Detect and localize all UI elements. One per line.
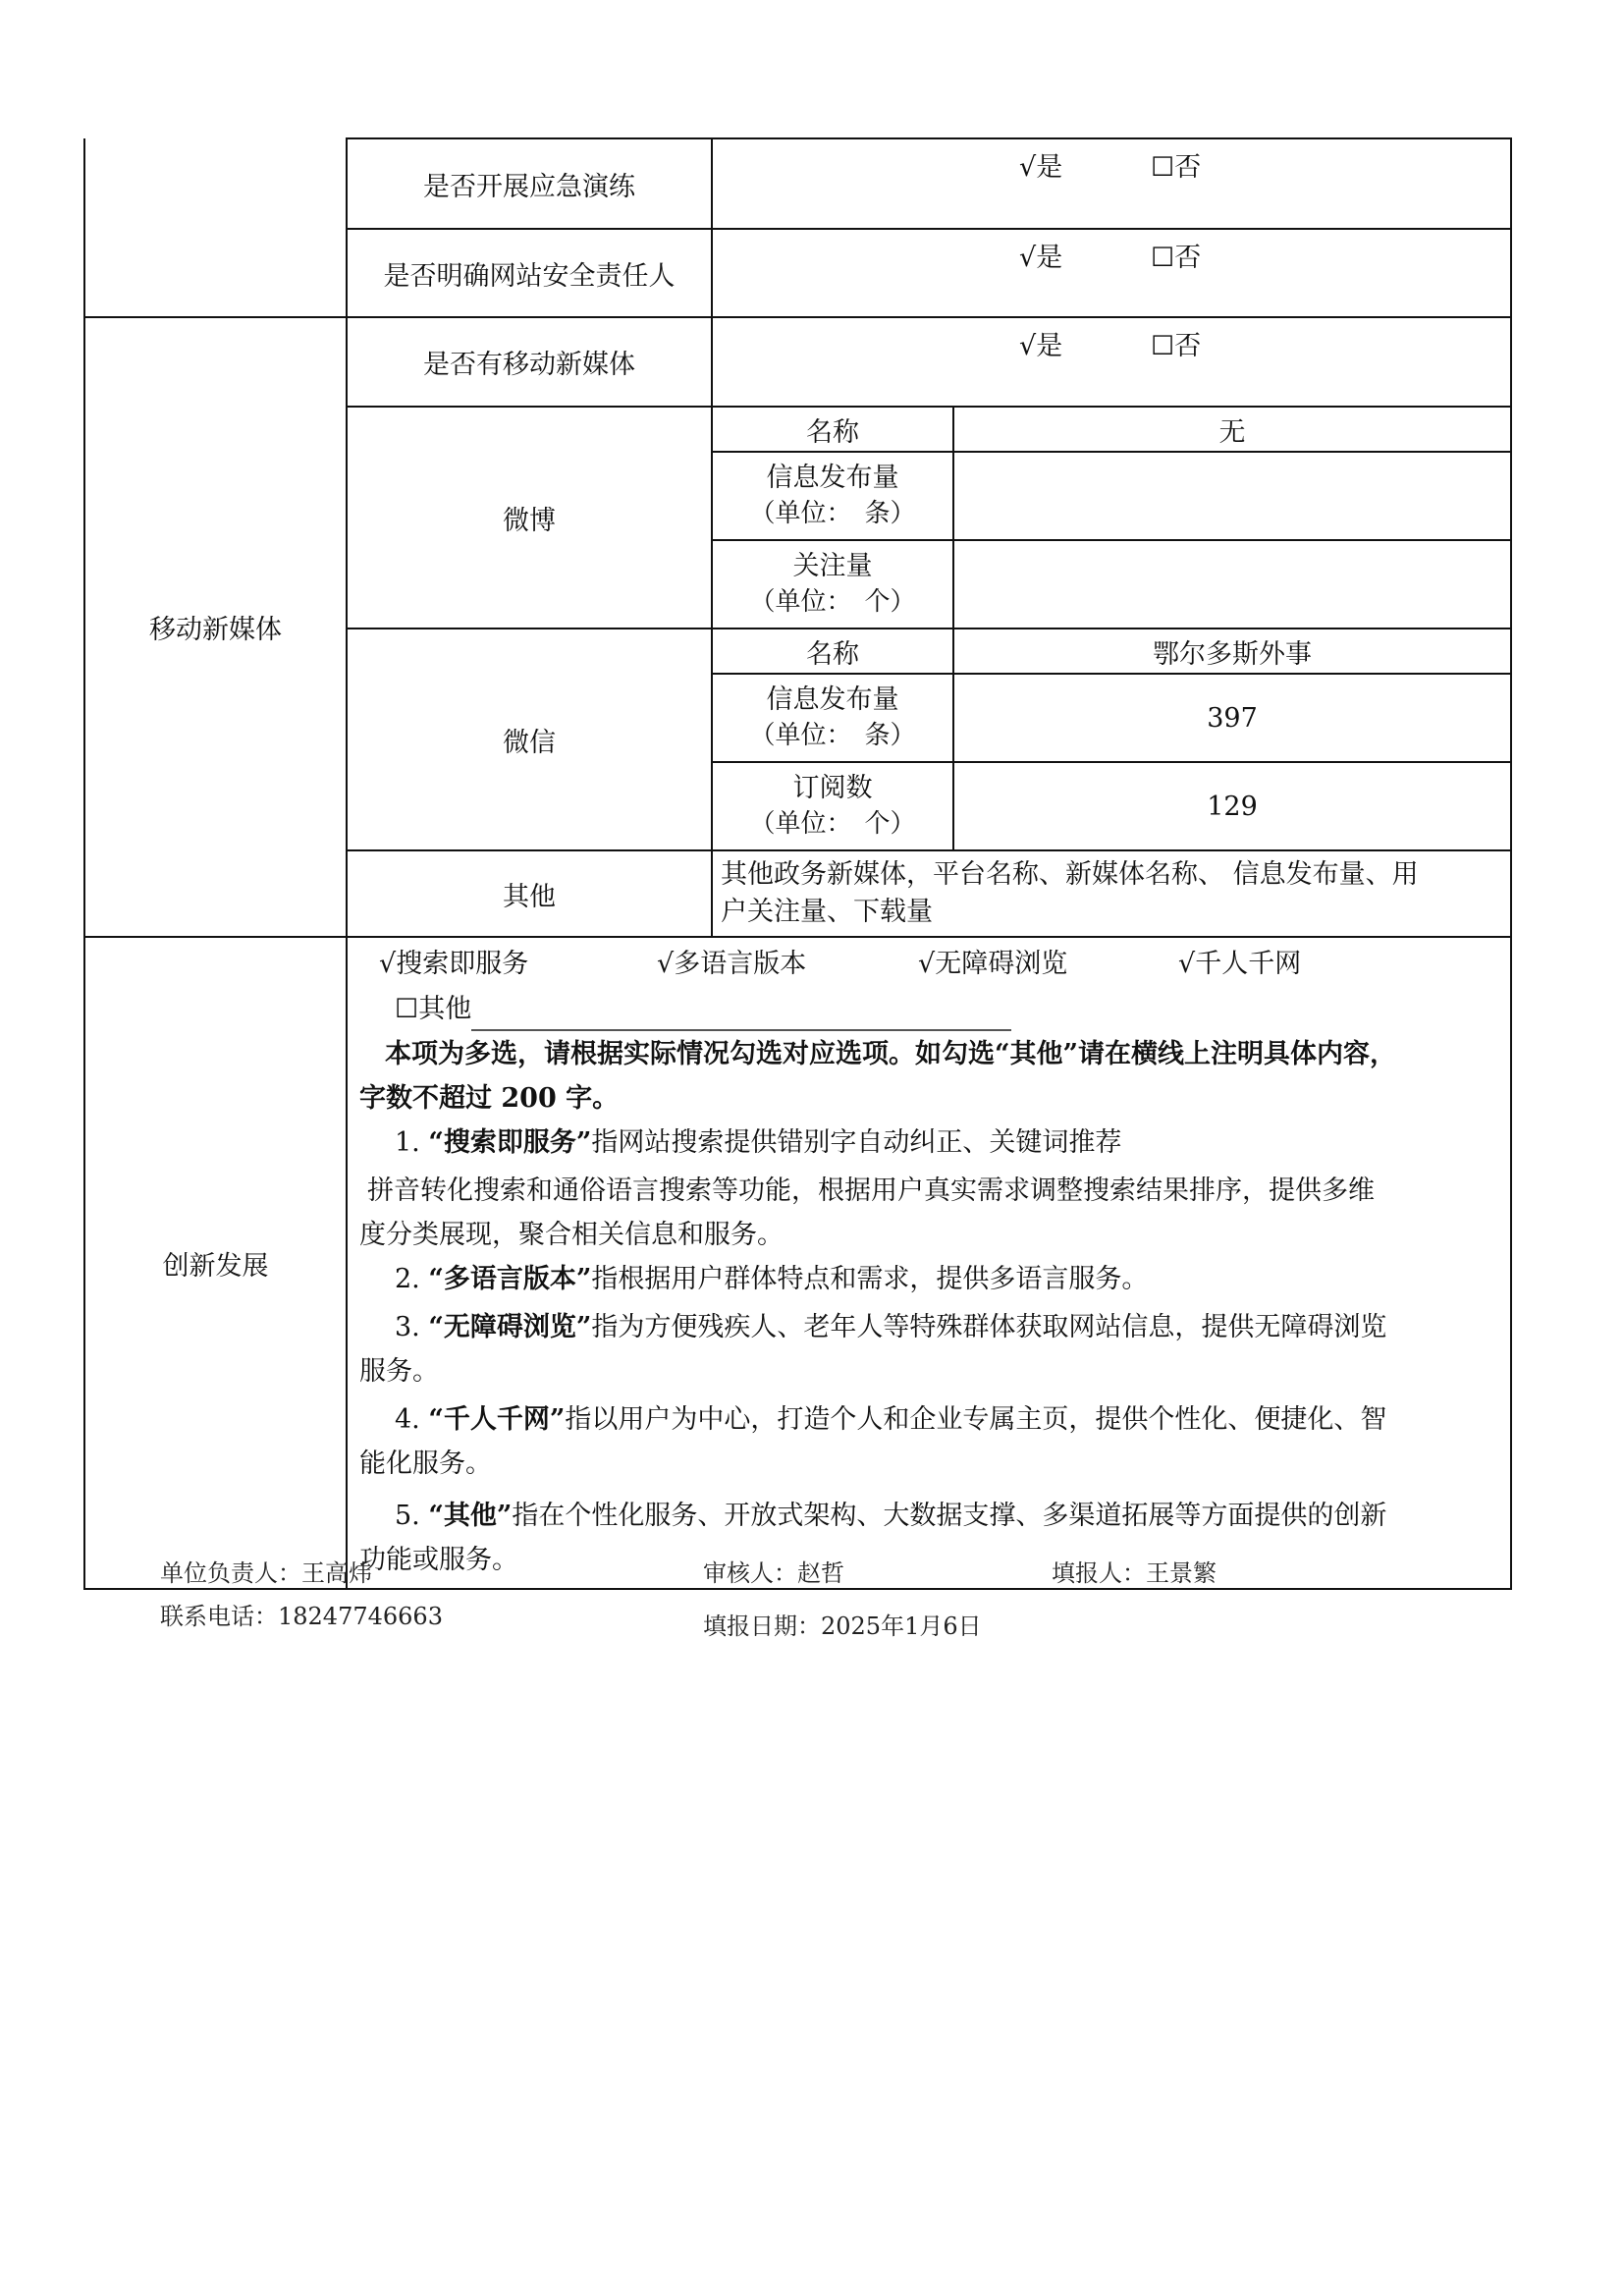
innovation-content [347, 937, 1511, 1589]
wechat-posts-unit: （单位： 条） [749, 721, 916, 750]
item-4 [359, 1397, 1494, 1442]
check-accessible[interactable]: √无障碍浏览 [918, 949, 1068, 979]
wechat-subs-label-cell [712, 762, 953, 850]
item4-title: “千人千网” [428, 1404, 566, 1435]
mobile-no-checkbox[interactable]: ☐否 [1151, 331, 1202, 361]
weibo-posts-unit: （单位： 条） [749, 499, 916, 528]
check-other[interactable]: ☐其他 [395, 994, 472, 1024]
weibo-followers-label-cell [712, 540, 953, 629]
weibo-followers-unit: （单位： 个） [749, 587, 916, 617]
item3-num: 3. [395, 1312, 420, 1342]
item3-cont: 服务。 [359, 1356, 439, 1387]
other-text-cell [712, 850, 1511, 937]
officer-options [712, 229, 1511, 317]
innovation-row [84, 937, 1511, 1589]
item4-text: 指以用户为中心，打造个人和企业专属主页，提供个性化、便捷化、智 [565, 1404, 1387, 1435]
item1-cont1: 拼音转化搜索和通俗语言搜索等功能，根据用户真实需求调整搜索结果排序，提供多维 [367, 1175, 1375, 1206]
officer-yes-checkbox[interactable]: √是 [1019, 243, 1063, 273]
section-cell-empty [84, 138, 347, 317]
item5-cont: 功能或服务。 [359, 1545, 518, 1575]
weibo-name-value: 无 [953, 407, 1511, 452]
drill-options [712, 138, 1511, 229]
other-label: 其他 [347, 850, 712, 937]
item4-cont: 能化服务。 [359, 1449, 492, 1479]
note-line2: 字数不超过 200 字。 [359, 1083, 620, 1114]
mobile-yes-checkbox[interactable]: √是 [1019, 331, 1063, 361]
item2-num: 2. [395, 1264, 420, 1294]
item-2 [359, 1257, 1494, 1301]
wechat-posts-label: 信息发布量 [766, 684, 899, 715]
wechat-label: 微信 [347, 629, 712, 850]
other-fill-line[interactable] [471, 1000, 1011, 1031]
reviewer: 审核人：赵哲 [703, 1559, 844, 1587]
wechat-name-label: 名称 [712, 629, 953, 674]
fill-date: 填报日期：2025年1月6日 [703, 1613, 982, 1640]
item-3 [359, 1305, 1494, 1349]
check-search-service[interactable]: √搜索即服务 [379, 949, 529, 979]
weibo-name-label: 名称 [712, 407, 953, 452]
item3-text: 指为方便残疾人、老年人等特殊群体获取网站信息，提供无障碍浏览 [591, 1312, 1387, 1342]
unit-head: 单位负责人：王高炜 [160, 1559, 372, 1587]
drill-row [84, 138, 1511, 229]
contact-phone: 联系电话：18247746663 [160, 1603, 443, 1630]
drill-label: 是否开展应急演练 [347, 138, 712, 229]
drill-yes-checkbox[interactable]: √是 [1019, 152, 1063, 183]
has-mobile-row [84, 317, 1511, 407]
has-mobile-options [712, 317, 1511, 407]
item1-cont2: 度分类展现，聚合相关信息和服务。 [359, 1220, 784, 1250]
wechat-posts-value: 397 [953, 674, 1511, 762]
check-personalized[interactable]: √千人千网 [1178, 949, 1302, 979]
has-mobile-label: 是否有移动新媒体 [347, 317, 712, 407]
wechat-name-value: 鄂尔多斯外事 [953, 629, 1511, 674]
wechat-posts-label-cell [712, 674, 953, 762]
item5-title: “其他” [428, 1501, 513, 1531]
item-1 [359, 1121, 1494, 1165]
item5-text: 指在个性化服务、开放式架构、大数据支撑、多渠道拓展等方面提供的创新 [512, 1501, 1387, 1531]
officer-no-checkbox[interactable]: ☐否 [1151, 243, 1202, 273]
multi-select-note [359, 1032, 1494, 1121]
weibo-followers-label: 关注量 [792, 551, 873, 581]
weibo-followers-value [953, 540, 1511, 629]
other-text-line2: 户关注量、下载量 [721, 897, 933, 927]
officer-label: 是否明确网站安全责任人 [347, 229, 712, 317]
wechat-subs-unit: （单位： 个） [749, 809, 916, 839]
weibo-label: 微博 [347, 407, 712, 629]
other-text-line1: 其他政务新媒体，平台名称、新媒体名称、 信息发布量、用 [721, 859, 1419, 890]
drill-no-checkbox[interactable]: ☐否 [1151, 152, 1202, 183]
innovation-checks [359, 942, 1494, 987]
innovation-label: 创新发展 [84, 937, 347, 1589]
note-line1: 本项为多选，请根据实际情况勾选对应选项。如勾选“其他”请在横线上注明具体内容， [385, 1039, 1397, 1069]
item1-text: 指网站搜索提供错别字自动纠正、关键词推荐 [591, 1127, 1122, 1158]
wechat-subs-value: 129 [953, 762, 1511, 850]
item-1-cont [359, 1169, 1494, 1257]
item1-title: “搜索即服务” [428, 1127, 592, 1158]
mobile-group-label: 移动新媒体 [84, 317, 347, 937]
item3-title: “无障碍浏览” [428, 1312, 592, 1342]
item1-num: 1. [395, 1127, 420, 1158]
item4-num: 4. [395, 1404, 420, 1435]
item-5 [359, 1494, 1494, 1538]
wechat-subs-label: 订阅数 [792, 773, 873, 803]
weibo-posts-label: 信息发布量 [766, 463, 899, 493]
weibo-posts-value [953, 452, 1511, 540]
check-multilang[interactable]: √多语言版本 [657, 949, 807, 979]
weibo-posts-label-cell [712, 452, 953, 540]
item5-num: 5. [395, 1501, 420, 1531]
filler: 填报人：王景繁 [1052, 1559, 1217, 1587]
report-table [83, 137, 1512, 1590]
check-other-row [359, 987, 1494, 1030]
item2-text: 指根据用户群体特点和需求，提供多语言服务。 [591, 1264, 1149, 1294]
item2-title: “多语言版本” [428, 1264, 592, 1294]
